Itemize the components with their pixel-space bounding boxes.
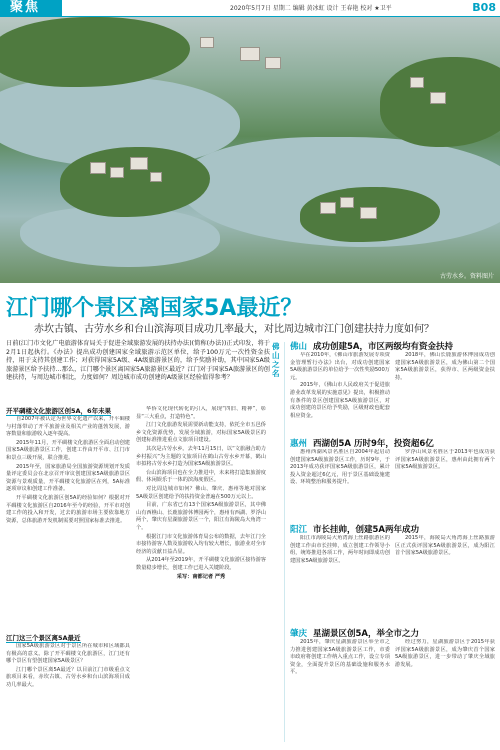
subheadline: 赤坎古镇、古劳水乡和台山滨海项目成功几率最大，对比周边城市江门创建扶持力度如何？	[34, 324, 434, 335]
left-paragraph: 自2007年被认定为世界文化遗产以来，开平碉楼与村落带动了开平旅游业及相关产业的蓬勃发展，游客数量和旅游收入逐年提高。	[6, 416, 130, 438]
huizhou-column-1	[290, 449, 390, 519]
city-paragraph: 2015年，《佛山市人民政府关于促进旅游业改革发展的实施意见》提出，积极推动有条件的景区创建国家5A级旅游景区，对成功创建的景区给予奖励，区级财政也配套相应资金。	[290, 382, 390, 419]
side-label: 佛山之名	[272, 342, 280, 378]
mid-paragraph: 从2014年至2019年，开平碉楼文化旅游区接待游客数量稳步增长，创建工作已进入关键阶段。	[136, 557, 266, 571]
city-heading-foshan	[290, 340, 453, 352]
mid-paragraph: 其次是古劳水乡。去年11月15日，以“文旅融合助力乡村振兴”为主题的文旅项目在鹤山古劳水乡开幕，鹤山市拟将古劳水乡打造为国家5A级旅游景区。	[136, 445, 266, 468]
photo-credit: 古劳水乡。资料图片	[439, 273, 494, 280]
city-name: 肇庆	[290, 629, 308, 639]
city-paragraph: 早在2010年，《佛山市旅游发展专项资金管理暂行办法》出台，对成功创建国家5A级旅游景区的单位给予一次性奖励500万元。	[290, 352, 390, 381]
city-paragraph: 2015年，肇庆星湖旅游景区举全市之力推进创建国家5A级旅游景区工作，市委市政府将创建工作纳入重点工作，设立专项资金，全面提升景区的基础设施和服务水平。	[290, 639, 390, 676]
huizhou-column-2	[395, 449, 495, 519]
left-paragraph: 2015年至，国家旅游局全国旅游资源规划开发质量评定委员会在北京召开审议创建国家5A级旅游景区资源与景观质量，开平碉楼文化旅游区在列，5A标准逐项审议和创建工作准备。	[6, 463, 130, 493]
page-header-bar	[0, 0, 500, 17]
mid-paragraph: 根据江门市文化旅游体育局公布的数据，去年江门全市接待游客人数及旅游收入均有较大增长，旅游业对全市经济的贡献日益凸显。	[136, 533, 266, 555]
zhaoqing-column-2	[395, 639, 495, 745]
city-name: 佛山	[290, 342, 308, 352]
headline: 江门哪个景区离国家5A最近？	[6, 296, 303, 321]
city-name: 阳江	[290, 525, 308, 535]
city-paragraph: 经过努力，星湖旅游景区于2015年获评国家5A级旅游景区，成为肇庆首个国家5A级旅游景区，进一步带动了肇庆全域旅游发展。	[395, 639, 495, 668]
author-byline: 采写：南都记者 严秀	[176, 574, 226, 581]
city-paragraph: 2018年，佛山长鹿旅游休博园成功创建国家5A级旅游景区，成为佛山第二个国家5A级旅游景区，获得市、区两级资金扶持。	[395, 352, 495, 381]
mid-paragraph: 华侨文化现代转化的引入，展现“四旧、精神”，彰显“三大重点，打造特色”。	[136, 406, 266, 420]
foshan-column-1	[290, 352, 390, 434]
page-number: B08	[472, 1, 496, 14]
city-heading-zhaoqing	[290, 627, 419, 639]
middle-article-column	[136, 406, 266, 746]
left-article-column	[6, 416, 130, 631]
left-paragraph: 开平碉楼文化旅游区创5A的经验如何？根据对开平碉楼文化旅游区自2016年至今的经验，开平市对创建工作的投入和开发，过去的旅游市场主要依靠地方资源，总体旅游开发机制需要对照国家标准去推进。	[6, 494, 130, 524]
left-paragraph: 2015年11月，开平碉楼文化旅游区全面启动创建国家5A级旅游景区工作，创建工作由开平市、江门市和景点三级开展，联合推进。	[6, 439, 130, 461]
city-paragraph: 阳江市海陵岛大角湾海上丝路旅游区的创建工作由市长挂帅，成立创建工作领导小组，统筹推进各项工作，两年时间即成功创建国家5A级旅游景区。	[290, 535, 390, 564]
header-info: 2020年5月7日 星期二 编辑 黄冰虹 设计 王春艳 校对 ★卫平	[230, 5, 392, 12]
left2-paragraph: 国家5A级旅游景区对于景区所在城市和区域都具有极高的意义。除了开平碉楼文化旅游区，江门还有哪个景区有望创建国家5A级景区？	[6, 643, 130, 665]
left-section-title: 开平碉楼文化旅游区创5A，6年未果	[6, 407, 112, 415]
column-divider	[284, 342, 285, 742]
lead-photo	[0, 17, 500, 283]
mid-paragraph: 目前，广东省已有13个国家5A级旅游景区，其中佛山有西樵山、长鹿旅游休博园两个，惠州有西湖、罗浮山两个，肇庆有星湖旅游景区一个，阳江有海陵岛大角湾一个。	[136, 502, 266, 531]
city-title: 成功创建5A，市区两级均有资金扶持	[313, 342, 454, 352]
city-paragraph: 罗浮山风景名胜区于2013年也成功获评国家5A级旅游景区，惠州由此拥有两个国家5A级旅游景区。	[395, 449, 495, 471]
city-name: 惠州	[290, 439, 308, 449]
mid-paragraph: 台山滨海项目也在全力推进中，未来将打造集旅游度假、休闲娱乐于一体的滨海度假区。	[136, 469, 266, 484]
left2-paragraph: 江门哪个景区离5A最近？以目前江门市级重点文旅项目来看，赤坎古镇、古劳水乡和台山滨海项目成功几率最大。	[6, 666, 130, 688]
city-title: 星湖景区创5A，举全市之力	[313, 629, 420, 639]
lead-paragraph: 日前(江门市文化广电旅游体育局关于促进全域旅游发展的扶持办法)(简称(办法))正式印发，将于2月1日起执行。《办法》提出成功创建国家全域旅游示范区单位，给予100万元一次性资金扶持，用于支持其创建工作；对获得国家5A级、4A级旅游景区的，给予奖励补助，其中国家5A级旅游景区给予扶持…那么，江门哪个景区离国家5A旅游景区最近？江门对于国家5A旅游景区的创建扶持，与周边城市相比，力度如何？周边城市成功创建的A级景区经验值得参考？	[6, 340, 270, 382]
city-title: 市长挂帅，创建5A两年成功	[313, 525, 420, 535]
section-tag: 聚焦	[0, 0, 62, 16]
city-heading-huizhou	[290, 437, 434, 449]
mid-paragraph: 对比周边城市如何？佛山、肇庆、惠州等地对国家5A级景区创建给予的扶持资金普遍在500万元以上。	[136, 485, 266, 500]
foshan-column-2	[395, 352, 495, 434]
city-paragraph: 2015年，海陵岛大角湾海上丝路旅游区正式获评国家5A级旅游景区，成为阳江首个国家5A级旅游景区。	[395, 535, 495, 557]
city-heading-yangjiang	[290, 523, 419, 535]
yangjiang-column-2	[395, 535, 495, 623]
city-paragraph: 惠州西湖风景名胜区自2004年起启动创建国家5A级旅游景区工作，历时9年，于2013年成功获评国家5A级旅游景区，累计投入资金超过6亿元，用于景区基础设施建设、环境整治和服务提升。	[290, 449, 390, 486]
zhaoqing-column-1	[290, 639, 390, 745]
city-title: 西湖创5A 历时9年，投资超6亿	[313, 439, 434, 449]
left-article-column-2	[6, 643, 130, 745]
left-section2-title: 江门这三个景区离5A最近	[6, 634, 81, 642]
mid-paragraph: 江门文化旅游发展需要新动能支持，依托全市五邑侨乡文化资源优势，发展全域旅游，对标国家5A级景区的创建标准推进重点文旅项目建设。	[136, 422, 266, 444]
yangjiang-column-1	[290, 535, 390, 623]
